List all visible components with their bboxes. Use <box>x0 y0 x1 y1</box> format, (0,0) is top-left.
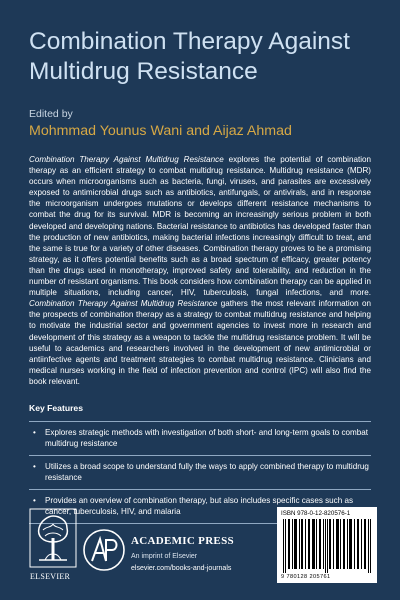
key-features-heading: Key Features <box>29 403 83 413</box>
edited-by-label: Edited by <box>29 108 73 120</box>
key-feature-text: Utilizes a broad scope to understand fully the ways to apply combined therapy to multidrug resistance <box>45 462 369 482</box>
bullet-icon: • <box>33 496 36 505</box>
key-feature-text: Provides an overview of combination therapy, but also includes specific cases such as cancer, tuberculosis, HIV, and malaria <box>45 496 354 516</box>
description-title-italic: Combination Therapy Against Multidrug Resistance <box>29 155 224 164</box>
book-description <box>29 154 371 387</box>
publisher-name: ACADEMIC PRESS <box>131 535 234 547</box>
imprint-line: An imprint of Elsevier <box>131 553 198 560</box>
publisher-url: elsevier.com/books-and-journals <box>131 565 232 572</box>
editors-names: Mohmmad Younus Wani and Aijaz Ahmad <box>29 123 292 139</box>
key-feature-item <box>29 421 371 455</box>
barcode-number: 9 780128 205761 <box>281 574 331 580</box>
barcode-box <box>277 507 377 583</box>
barcode-icon <box>281 519 373 573</box>
title-line-2: Multidrug Resistance <box>29 58 258 85</box>
description-title-italic-2: Combination Therapy Against Multidrug Resistance <box>29 299 218 309</box>
elsevier-wordmark: ELSEVIER <box>30 572 71 581</box>
title-line-1: Combination Therapy Against <box>29 28 350 55</box>
bullet-icon: • <box>33 462 36 471</box>
key-feature-item <box>29 455 371 489</box>
key-feature-text: Explores strategic methods with investigation of both short- and long-term goals to combat multidrug resistance <box>45 428 369 448</box>
isbn-text: ISBN 978-0-12-820576-1 <box>281 510 351 517</box>
bullet-icon: • <box>33 428 36 437</box>
description-text-1: explores the potential of combination therapy as an efficient strategy to combat multidrug resistance. Multidrug resistance (MDR) occurs when microorganisms such as bacteria, fungi, viruses, and parasites are excessively exposed to antimicrobial drugs such as antibiotics, antifungals, or antivirals, and in response the microorganism undergoes mutations or develops different resistance mechanisms to combat the drug for its survival. MDR is becoming an increasingly serious problem in both developed and developing nations. Bacterial resistance to antibiotics has developed faster than the production of new antibiotics, making bacterial infections increasingly difficult to treat, and the same is true for a variety of other diseases. Combination therapy proves to be a promising strategy, as it offers potential benefits such as a broad spectrum of efficacy, greater potency than the drugs used in monotherapy, improved safety and tolerability, and reduction in the number of resistant organisms. This book considers how combination therapy can be applied in multiple situations, including cancer, HIV, tuberculosis, fungal infections, and more. <box>29 155 371 298</box>
book-title <box>29 27 369 87</box>
description-text-2: gathers the most relevant information on the prospects of combination therapy as a strategy to combat multidrug resistance and helping to motivate the industrial sector and government agencies to invest more in research and development of this strategy as a weapon to tackle the multidrug resistance problem. It will be useful to academics and researchers involved in the development of new antimicrobial or antiinfective agents and treatment strategies to combat multidrug resistance. Clinicians and medical nurses working in the field of infection prevention and control (IPC) will also find the book relevant. <box>29 299 371 386</box>
